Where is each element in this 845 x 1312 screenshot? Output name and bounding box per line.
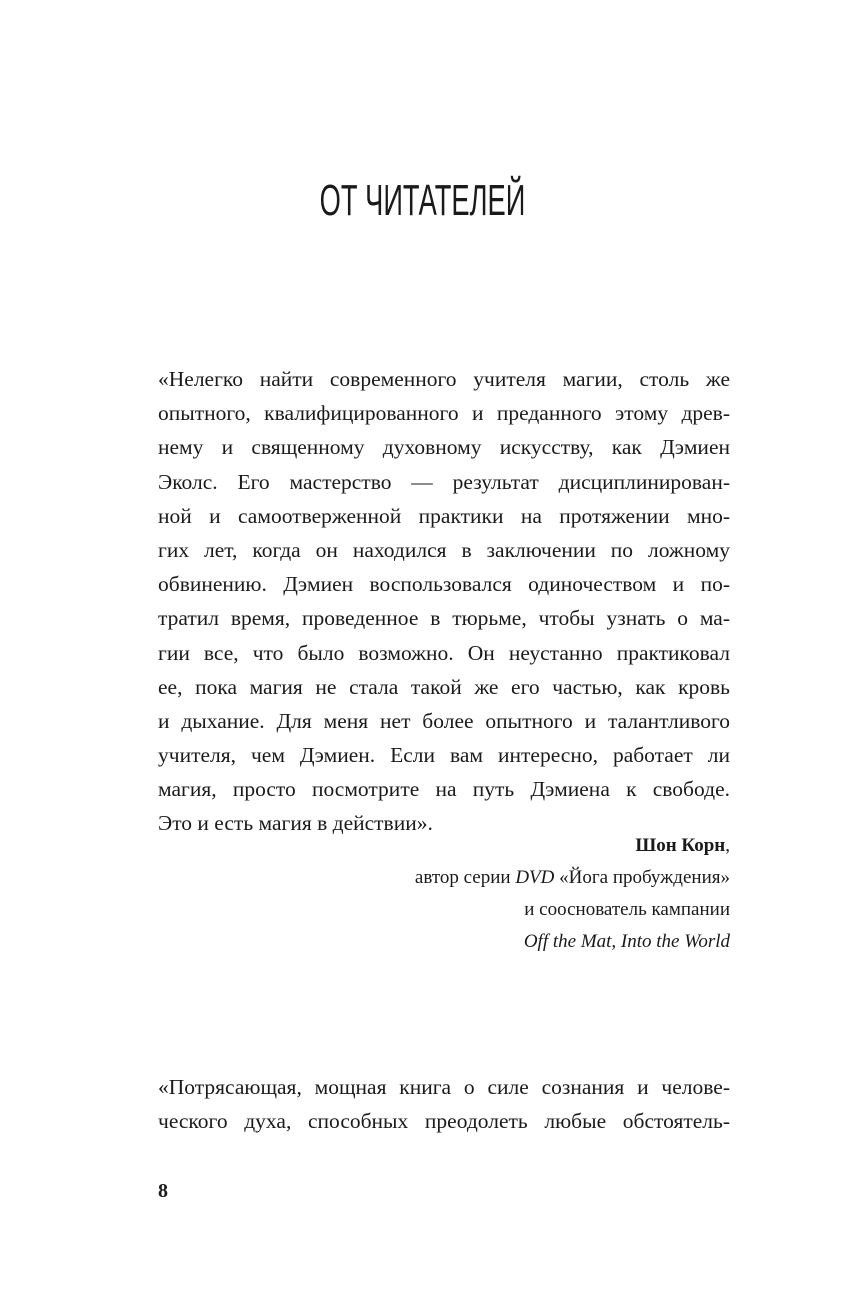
quote-line: «Нелегко найти современного учителя магии, столь же (158, 367, 730, 391)
quote-shon-korn (158, 362, 730, 841)
attribution-campaign-name: Off the Mat, Into the World (523, 931, 730, 952)
author-name: Шон Корн (635, 835, 726, 856)
quote-second (158, 1070, 730, 1138)
quote-line: Эколс. Его мастерство — результат дисциплинирован- (158, 469, 730, 494)
quote-attribution (415, 830, 730, 958)
attribution-cofounder-line: и сооснователь кампании (524, 899, 730, 920)
quote-line: обвинению. Дэмиен воспользовался одиночеством и по- (158, 572, 730, 597)
attribution-dvd: DVD (515, 867, 555, 888)
quote-line: гих лет, когда он находился в заключении по ложному (158, 537, 730, 562)
attribution-role-suffix: «Йога пробуждения» (554, 867, 730, 888)
quote-line: и дыхание. Для меня нет более опытного и талантливого (158, 708, 730, 733)
quote-line: опытного, квалифицированного и преданного этому древ- (158, 401, 730, 426)
quote-line: ческого духа, способных преодолеть любые обстоятель- (158, 1109, 730, 1134)
page-title: ОТ ЧИТАТЕЛЕЙ (319, 176, 526, 225)
quote-line: нему и священному духовному искусству, как Дэмиен (158, 435, 730, 460)
quote-line: ной и самоотверженной практики на протяжении мно- (158, 503, 730, 528)
quote-line: ее, пока магия не стала такой же его частью, как кровь (158, 674, 730, 699)
author-name-comma: , (725, 835, 730, 856)
quote-line: гии все, что было возможно. Он неустанно практиковал (158, 640, 730, 665)
attribution-name-line (415, 830, 730, 862)
attribution-role-line (415, 862, 730, 894)
attribution-role-prefix: автор серии (414, 867, 516, 888)
quote-line: «Потрясающая, мощная книга о силе сознания и челове- (158, 1075, 730, 1099)
page-number: 8 (158, 1180, 168, 1202)
quote-line: магия, просто посмотрите на путь Дэмиена к свободе. (158, 777, 730, 802)
quote-line: учителя, чем Дэмиен. Если вам интересно, работает ли (158, 743, 730, 768)
quote-line: тратил время, проведенное в тюрьме, чтобы узнать о ма- (158, 606, 730, 631)
quote-line: Это и есть магия в действии». (158, 811, 433, 836)
